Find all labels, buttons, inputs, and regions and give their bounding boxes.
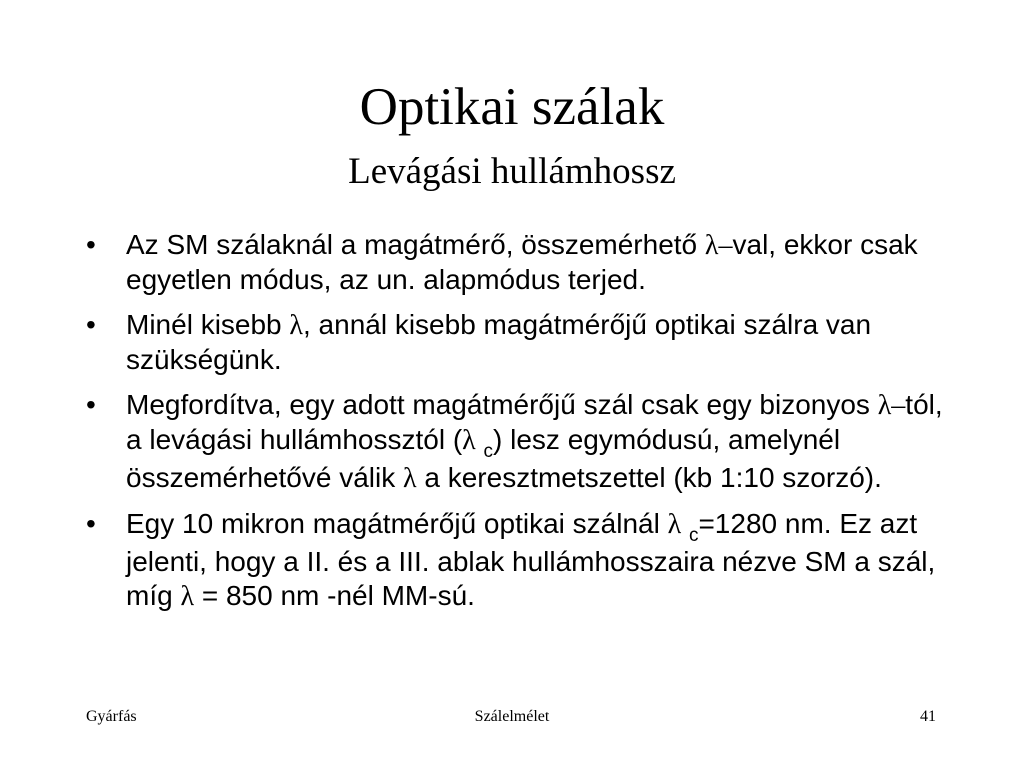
lambda-symbol: λ– — [704, 230, 733, 261]
lambda-symbol: λ– — [877, 390, 906, 421]
bullet-item — [84, 228, 954, 297]
bullet-dot-icon: • — [86, 229, 96, 260]
subscript-c: c — [483, 441, 494, 462]
slide-subtitle: Levágási hullámhossz — [348, 151, 676, 192]
bullet-list — [84, 228, 954, 625]
lambda-symbol: λ — [462, 425, 476, 456]
footer-author: Gyárfás — [86, 708, 137, 725]
bullet-dot-icon: • — [86, 309, 96, 340]
bullet-item — [84, 388, 954, 496]
footer-page-number: 41 — [920, 708, 936, 725]
lambda-symbol: λ — [403, 463, 417, 494]
bullet-text: Egy 10 mikron magátmérőjű optikai szálnál λ $_c$=1280 nm. Ez azt jelenti, hogy a II. és a III. ablak hullámhosszaira nézve SM a szál, míg λ = 850 nm -nél MM-sú. — [126, 508, 936, 612]
lambda-symbol: λ — [180, 581, 195, 612]
bullet-dot-icon: • — [86, 389, 96, 420]
bullet-item — [84, 507, 954, 614]
lambda-symbol: λ — [289, 310, 303, 341]
bullet-text: Minél kisebb λ, annál kisebb magátmérőjű optikai szálra van szükségünk. — [126, 309, 872, 375]
bullet-text: Az SM szálaknál a magátmérő, összemérhető λ–val, ekkor csak egyetlen módus, az un. alapmódus terjed. — [126, 229, 918, 295]
bullet-text: Megfordítva, egy adott magátmérőjű szál csak egy bizonyos λ–tól, a levágási hullámhossztól (λ $_c$) lesz egymódusú, amelynél összemérhetővé válik λ a keresztmetszettel (kb 1:10 szorzó). — [126, 389, 943, 494]
slide-title: Optikai szálak — [359, 78, 665, 136]
bullet-item — [84, 308, 954, 377]
lambda-symbol: λ — [667, 509, 682, 540]
footer-topic: Szálelmélet — [474, 708, 550, 725]
bullet-dot-icon: • — [86, 508, 96, 539]
subscript-c: c — [688, 525, 699, 546]
